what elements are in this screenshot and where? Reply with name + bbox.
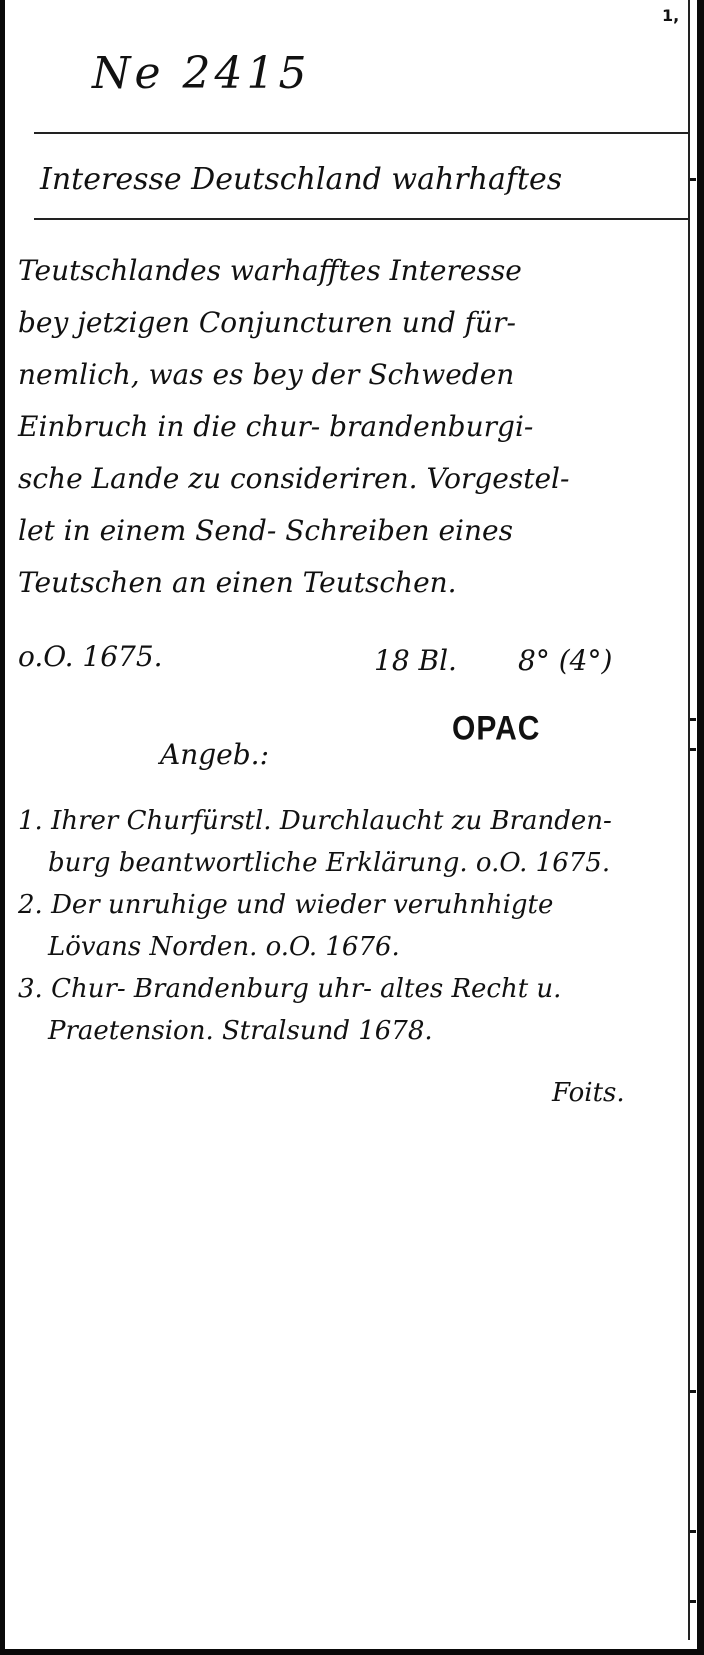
title-line: bey jetzigen Conjuncturen und für- — [18, 306, 516, 339]
cataloguer-signature: Foits. — [552, 1078, 625, 1108]
divider-top — [34, 132, 688, 134]
title-line: nemlich, was es bey der Schweden — [18, 358, 515, 391]
title-line: Teutschen an einen Teutschen. — [18, 566, 457, 599]
card-heading: Interesse Deutschland wahrhaftes — [40, 162, 563, 197]
edge-mark — [690, 178, 696, 181]
list-item: 1. Ihrer Churfürstl. Durchlaucht zu Branden- — [18, 806, 612, 836]
title-line: Einbruch in die chur- brandenburgi- — [18, 410, 534, 443]
title-line: sche Lande zu consideriren. Vorgestel- — [18, 462, 570, 495]
list-item-continuation: Lövans Norden. o.O. 1676. — [48, 932, 400, 962]
opac-stamp: OPAC — [452, 709, 541, 748]
list-item: 3. Chur- Brandenburg uhr- altes Recht u. — [18, 974, 562, 1004]
edge-mark — [690, 748, 696, 751]
scan-border-left — [0, 0, 5, 1655]
imprint-place-year: o.O. 1675. — [18, 640, 163, 673]
shelfmark: Ne 2415 — [92, 48, 311, 99]
list-item-continuation: Praetension. Stralsund 1678. — [48, 1016, 433, 1046]
page-number: 1, — [662, 6, 680, 25]
imprint-leaves: 18 Bl. — [374, 644, 457, 677]
scan-border-bottom — [0, 1649, 704, 1655]
list-item-continuation: burg beantwortliche Erklärung. o.O. 1675. — [48, 848, 611, 878]
title-block — [18, 245, 668, 609]
bound-with-list — [18, 800, 688, 1052]
edge-mark — [690, 1530, 696, 1533]
list-item: 2. Der unruhige und wieder veruhnhigte — [18, 890, 554, 920]
title-line: let in einem Send- Schreiben eines — [18, 514, 513, 547]
edge-mark — [690, 1390, 696, 1393]
edge-mark — [690, 718, 696, 721]
card-right-rule — [688, 0, 690, 1640]
imprint-format: 8° (4°) — [518, 644, 613, 677]
scan-border-right — [697, 0, 704, 1655]
divider-heading — [34, 218, 688, 220]
edge-mark — [690, 1600, 696, 1603]
bound-with-label: Angeb.: — [160, 738, 270, 771]
title-line: Teutschlandes warhafftes Interesse — [18, 254, 522, 287]
